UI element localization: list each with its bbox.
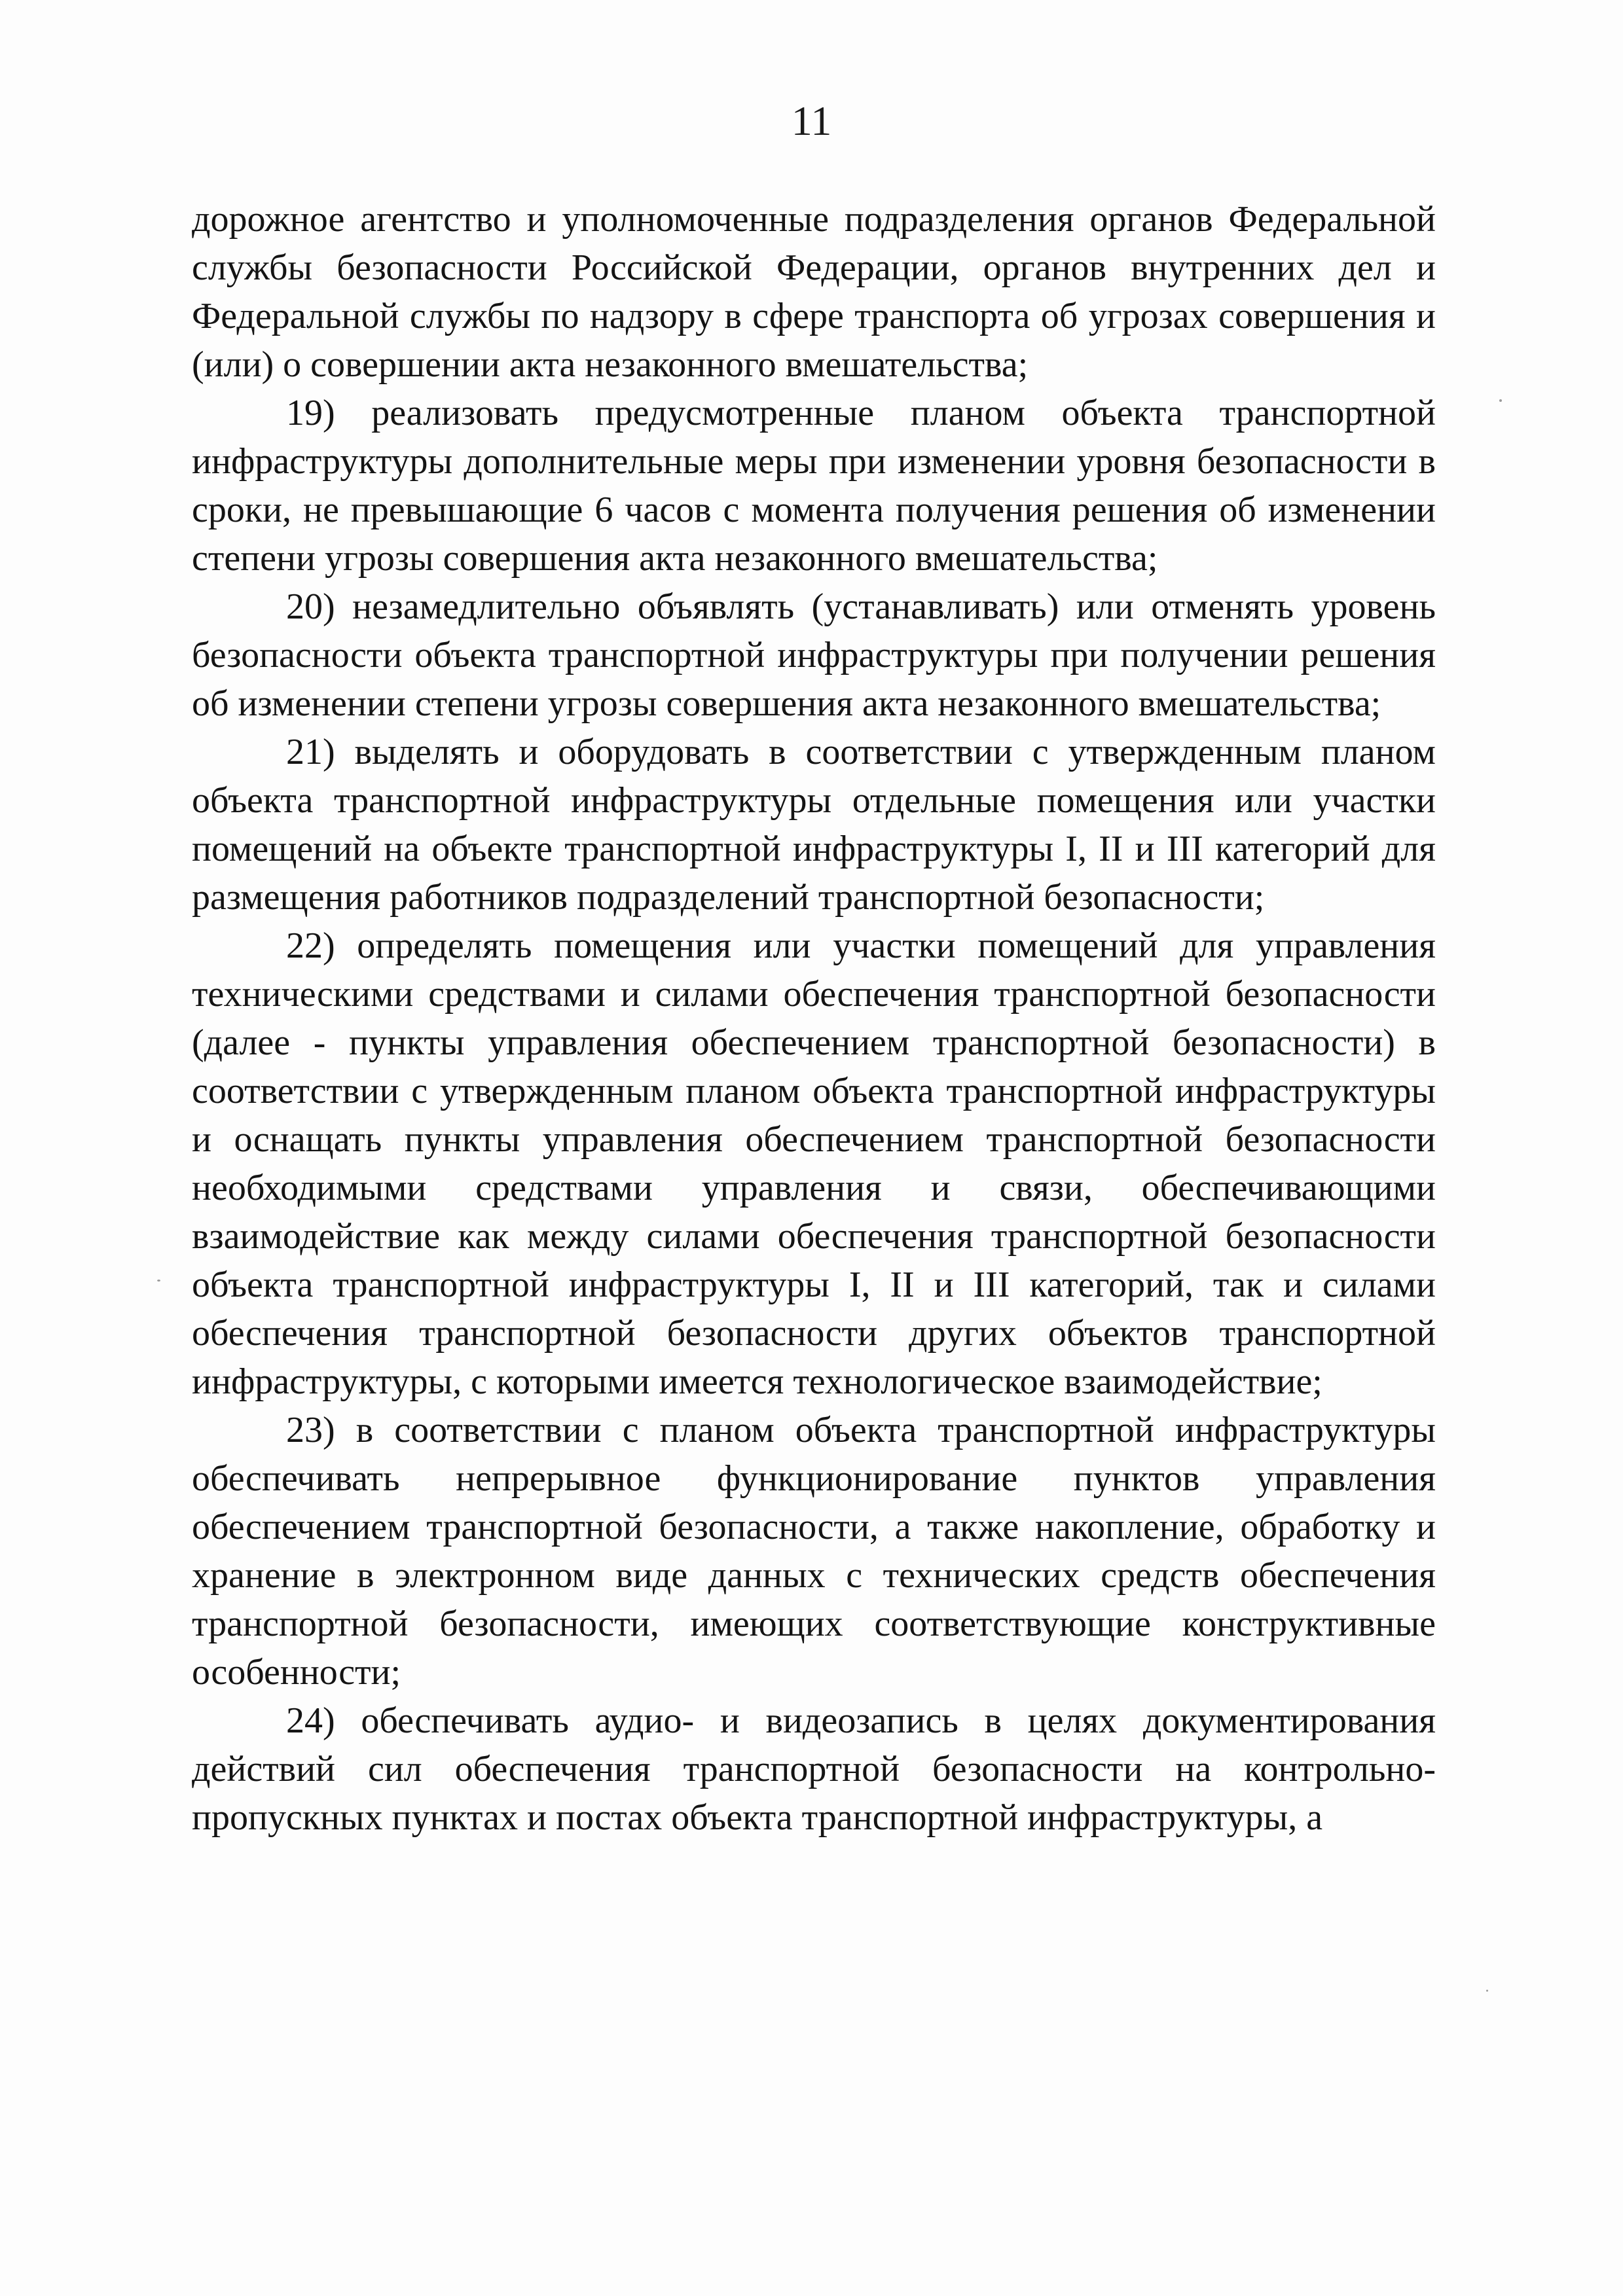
scan-speck [1486,1990,1488,1992]
paragraph-item-24: 24) обеспечивать аудио- и видеозапись в целях документирования действий сил обеспечения транспортной безопасности на контрольно-пропускных пунктах и постах объекта транспортной инфраструктуры, а [192,1700,1436,1838]
document-body [192,195,1436,1842]
paragraph-item-23: 23) в соответствии с планом объекта транспортной инфраструктуры обеспечивать непрерывное функционирование пунктов управления обеспечением транспортной безопасности, а также накопление, обработку и хранение в электронном виде данных с технических средств обеспечения транспортной безопасности, имеющих соответствующие конструктивные особенности; [192,1410,1436,1693]
paragraph-item-19: 19) реализовать предусмотренные планом объекта транспортной инфраструктуры дополнительные меры при изменении уровня безопасности в сроки, не превышающие 6 часов с момента получения решения об изменении степени угрозы совершения акта незаконного вмешательства; [192,393,1436,579]
scan-speck [157,1280,160,1282]
paragraph-item-21: 21) выделять и оборудовать в соответствии с утвержденным планом объекта транспортной инфраструктуры отдельные помещения или участки помещений на объекте транспортной инфраструктуры I, II и III категорий для размещения работников подразделений транспортной безопасности; [192,732,1436,918]
paragraph-item-22: 22) определять помещения или участки помещений для управления техническими средствами и силами обеспечения транспортной безопасности (далее - пункты управления обеспечением транспортной безопасности) в соответствии с утвержденным планом объекта транспортной инфраструктуры и оснащать пункты управления обеспечением транспортной безопасности необходимыми средствами управления и связи, обеспечивающими взаимодействие как между силами обеспечения транспортной безопасности объекта транспортной инфраструктуры I, II и III категорий, так и силами обеспечения транспортной безопасности других объектов транспортной инфраструктуры, с которыми имеется технологическое взаимодействие; [192,925,1436,1402]
paragraph-item-20: 20) незамедлительно объявлять (устанавливать) или отменять уровень безопасности объекта транспортной инфраструктуры при получении решения об изменении степени угрозы совершения акта незаконного вмешательства; [192,586,1436,724]
scan-speck [1499,399,1502,402]
paragraph-continuation: дорожное агентство и уполномоченные подразделения органов Федеральной службы безопасности Российской Федерации, органов внутренних дел и Федеральной службы по надзору в сфере транспорта об угрозах совершения и (или) о совершении акта незаконного вмешательства; [192,199,1436,385]
page-number: 11 [791,98,832,144]
